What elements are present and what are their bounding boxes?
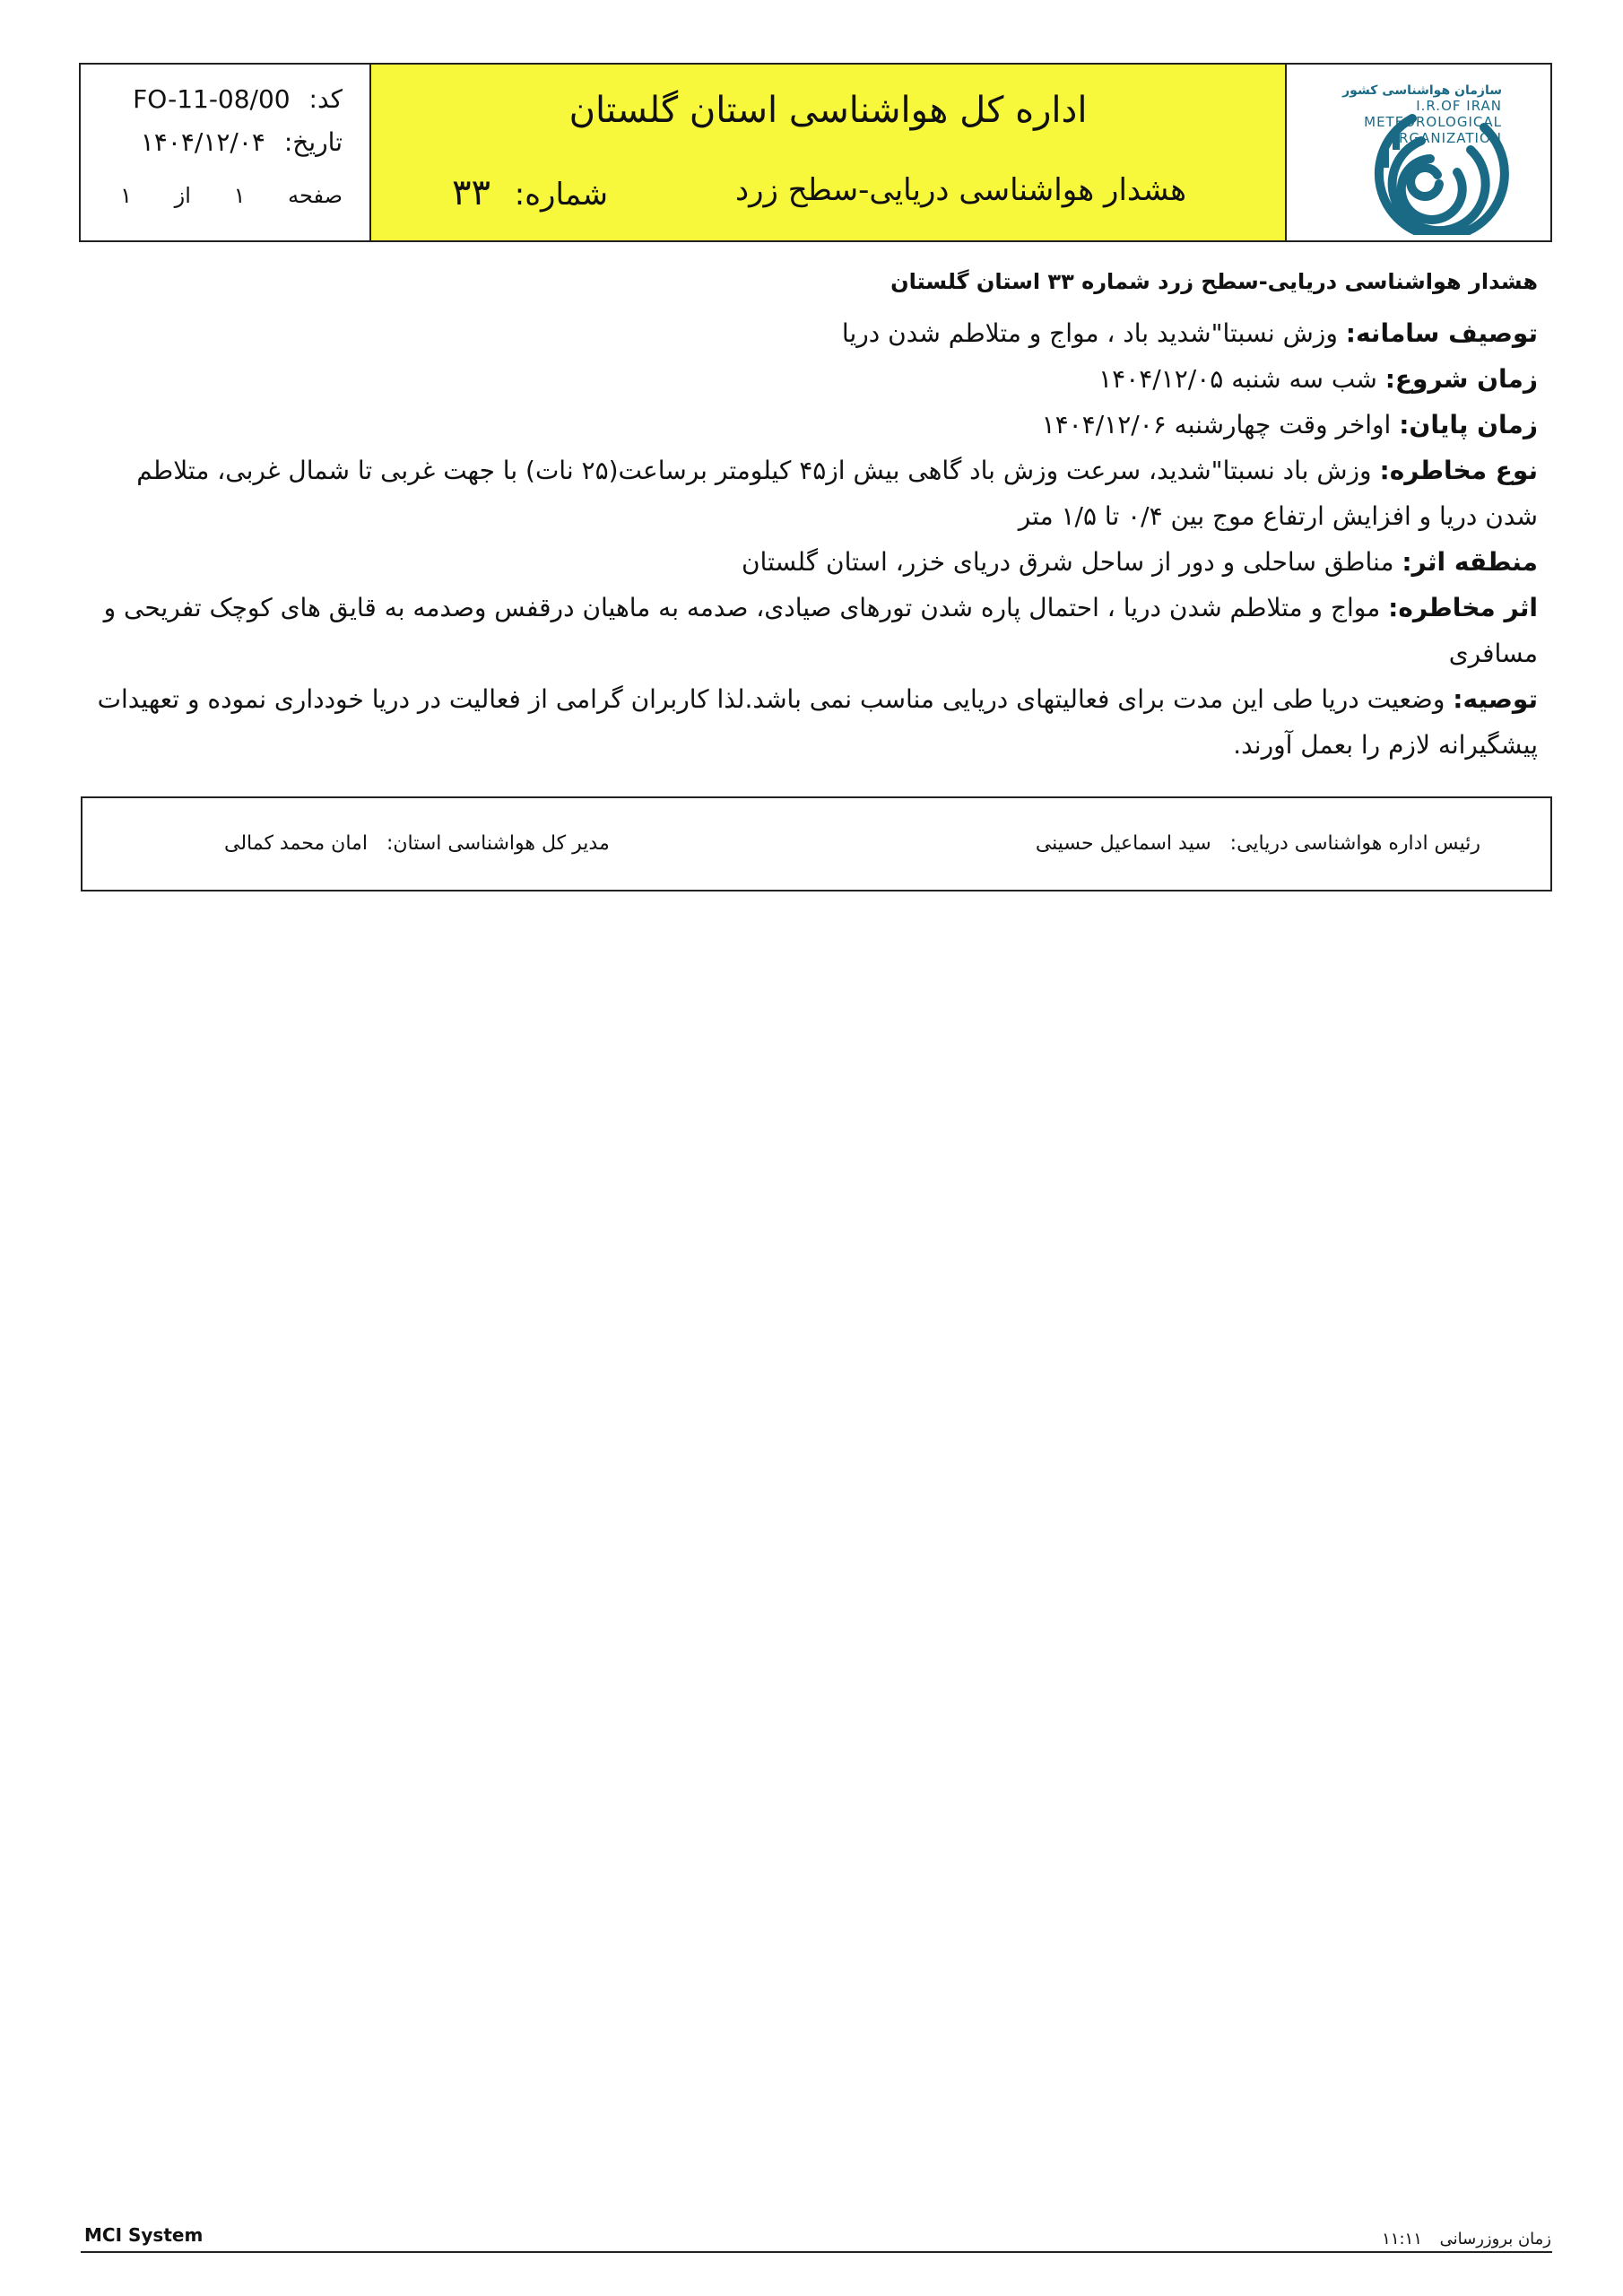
marine-head-signature xyxy=(1036,832,1480,855)
area-label: منطقه اثر: xyxy=(1402,547,1538,577)
date-row xyxy=(141,127,343,157)
footer-divider xyxy=(81,2251,1552,2253)
logo-text xyxy=(1342,83,1502,146)
update-value: ۱۱:۱۱ xyxy=(1382,2230,1422,2248)
start-value: شب سه شنبه ۱۴۰۴/۱۲/۰۵ xyxy=(1098,364,1377,394)
number-value: ۳۳ xyxy=(452,172,490,213)
hazard-type-line xyxy=(90,448,1538,539)
code-value: FO-11-08/00 xyxy=(133,84,291,114)
description-label: توصیف سامانه: xyxy=(1345,318,1538,348)
warning-heading: هشدار هواشناسی دریایی-سطح زرد شماره ۳۳ استان گلستان xyxy=(890,269,1538,294)
page-row xyxy=(120,183,343,208)
code-label: کد: xyxy=(308,84,343,114)
code-row xyxy=(133,84,343,114)
area-value: مناطق ساحلی و دور از ساحل شرق دریای خزر، استان گلستان xyxy=(741,547,1394,577)
advice-line xyxy=(90,676,1538,768)
impact-value: مواج و متلاطم شدن دریا ، احتمال پاره شدن تورهای صیادی، صدمه به ماهیان درقفس وصدمه به قایق های کوچک تفریحی و مسافری xyxy=(103,593,1538,668)
footer-update-time xyxy=(1382,2230,1551,2248)
signature-box xyxy=(81,796,1552,891)
number-label: شماره: xyxy=(514,177,608,213)
hazard-type-value: وزش باد نسبتا"شدید، سرعت وزش باد گاهی بیش از۴۵ کیلومتر برساعت(۲۵ نات) با جهت غربی تا شمال غربی، متلاطم شدن دریا و افزایش ارتفاع موج بین ۰/۴ تا ۱/۵ متر xyxy=(136,456,1538,531)
end-label: زمان پایان: xyxy=(1399,410,1538,439)
logo-text-en-1: I.R.OF IRAN xyxy=(1416,98,1502,114)
director-signature xyxy=(224,832,610,855)
marine-head-name: سید اسماعیل حسینی xyxy=(1035,832,1211,855)
organization-logo xyxy=(1305,78,1538,230)
director-name: امان محمد کمالی xyxy=(224,832,368,855)
footer-system: MCI System xyxy=(84,2224,204,2246)
document-header xyxy=(79,63,1552,242)
advice-value: وضعیت دریا طی این مدت برای فعالیتهای دریایی مناسب نمی باشد.لذا کاربران گرامی از فعالیت در دریا خودداری نموده و تعهیدات پیشگیرانه لازم را بعمل آورند. xyxy=(97,684,1538,760)
marine-head-label: رئیس اداره هواشناسی دریایی: xyxy=(1229,832,1480,855)
warning-subtitle: هشدار هواشناسی دریایی-سطح زرد xyxy=(734,172,1186,208)
header-title-cell xyxy=(371,65,1287,240)
hazard-type-label: نوع مخاطره: xyxy=(1379,456,1538,485)
update-label: زمان بروزرسانی xyxy=(1439,2230,1551,2248)
warning-body xyxy=(90,269,1538,768)
header-logo-cell xyxy=(1287,65,1550,240)
page-label: صفحه xyxy=(288,183,343,208)
hazard-impact-line xyxy=(90,585,1538,676)
page-total: ۱ xyxy=(120,183,133,208)
advice-label: توصیه: xyxy=(1453,684,1538,714)
end-time-line xyxy=(90,402,1538,448)
end-value: اواخر وقت چهارشنبه ۱۴۰۴/۱۲/۰۶ xyxy=(1041,410,1392,439)
logo-text-en-2: METEOROLOGICAL xyxy=(1364,114,1502,130)
director-label: مدیر کل هواشناسی استان: xyxy=(386,832,610,855)
description-line xyxy=(90,310,1538,356)
page-of: از xyxy=(174,183,191,208)
page-current: ۱ xyxy=(233,183,246,208)
date-label: تاریخ: xyxy=(283,127,343,157)
date-value: ۱۴۰۴/۱۲/۰۴ xyxy=(140,127,265,157)
logo-text-fa: سازمان هواشناسی کشور xyxy=(1342,83,1502,98)
page-title: اداره کل هواشناسی استان گلستان xyxy=(568,90,1088,131)
start-time-line xyxy=(90,356,1538,402)
impact-label: اثر مخاطره: xyxy=(1388,593,1538,622)
description-value: وزش نسبتا"شدید باد ، مواج و متلاطم شدن دریا xyxy=(841,318,1338,348)
impact-area-line xyxy=(90,539,1538,585)
logo-text-en-3: ORGANIZATION xyxy=(1387,130,1502,146)
header-info-cell xyxy=(81,65,371,240)
warning-number xyxy=(452,172,608,213)
start-label: زمان شروع: xyxy=(1384,364,1538,394)
